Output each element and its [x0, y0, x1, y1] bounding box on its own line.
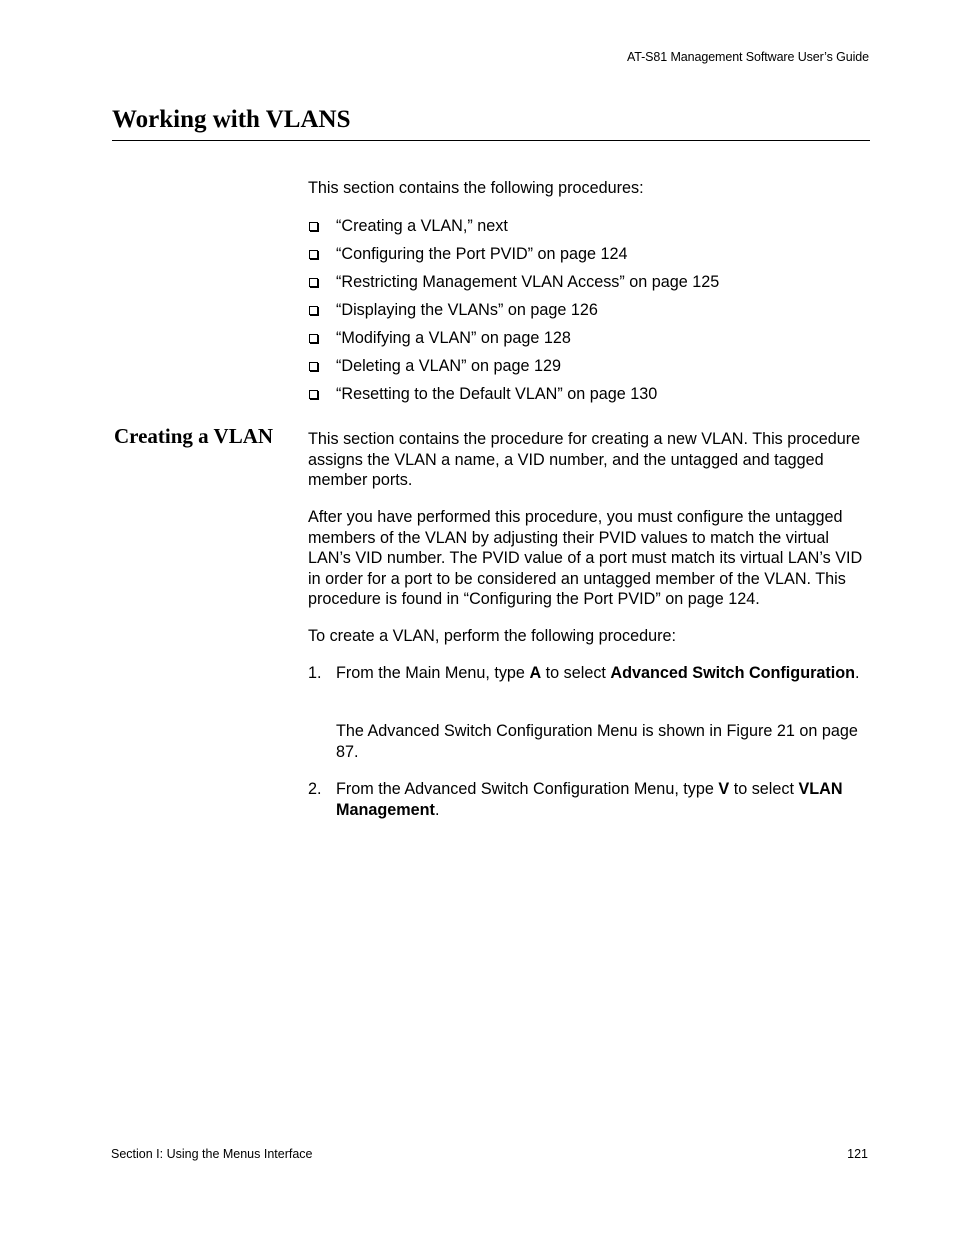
- checkbox-bullet-icon: [309, 390, 318, 399]
- intro-text: [308, 178, 870, 199]
- list-item-label: “Creating a VLAN,” next: [336, 217, 508, 235]
- step-text-segment: to select: [541, 664, 611, 682]
- step-text-segment: From the Main Menu, type: [336, 664, 530, 682]
- section-paragraph-3: To create a VLAN, perform the following procedure:: [308, 627, 677, 645]
- step-text-segment: From the Advanced Switch Configuration Menu, type: [336, 780, 719, 798]
- checkbox-bullet-icon: [309, 334, 318, 343]
- section-paragraph-2: After you have performed this procedure, you must configure the untagged members of the VLAN by adjusting their PVID values to match the virtual LAN’s VID number. The PVID value of a port must match its virtual LAN’s VID in order for a port to be considered an untagged member of the VLAN. This procedure is found in “Configuring the Port PVID” on page 124.: [308, 508, 863, 608]
- menu-key: A: [529, 664, 542, 682]
- list-item[interactable]: [308, 299, 870, 327]
- procedure-list: [308, 215, 870, 411]
- step-text-segment: .: [855, 664, 860, 682]
- list-item-label: “Resetting to the Default VLAN” on page 130: [336, 385, 658, 403]
- checkbox-bullet-icon: [309, 278, 318, 287]
- list-item-label: “Configuring the Port PVID” on page 124: [336, 245, 628, 263]
- checkbox-bullet-icon: [309, 222, 318, 231]
- list-item[interactable]: [308, 271, 870, 299]
- step-text: [336, 779, 870, 820]
- intro-paragraph: This section contains the following procedures:: [308, 179, 644, 197]
- step-text: [336, 663, 870, 684]
- procedure-step: [308, 663, 870, 684]
- step-text-segment: .: [434, 800, 440, 819]
- list-item[interactable]: [308, 355, 870, 383]
- section-heading: Creating a VLAN: [114, 424, 274, 448]
- step-note: The Advanced Switch Configuration Menu is shown in Figure 21 on page 87.: [336, 722, 858, 761]
- list-item[interactable]: [308, 243, 870, 271]
- list-item[interactable]: [308, 327, 870, 355]
- list-item-label: “Modifying a VLAN” on page 128: [336, 329, 571, 347]
- step-number: 1.: [308, 664, 322, 682]
- section-body: [308, 429, 870, 491]
- checkbox-bullet-icon: [309, 250, 318, 259]
- procedure-step: [308, 779, 870, 820]
- menu-key: V: [718, 780, 730, 798]
- list-item-label: “Restricting Management VLAN Access” on page 125: [336, 273, 720, 291]
- step-number: 2.: [308, 780, 322, 798]
- menu-target: VLAN Management: [336, 780, 843, 819]
- menu-target: Advanced Switch Configuration: [610, 664, 856, 682]
- section-paragraph-1: This section contains the procedure for creating a new VLAN. This procedure assigns the VLAN a name, a VID number, and the untagged and tagged member ports.: [308, 430, 861, 489]
- list-item[interactable]: [308, 383, 870, 411]
- page-title: Working with VLANS: [112, 106, 351, 133]
- checkbox-bullet-icon: [309, 362, 318, 371]
- section-body: [308, 507, 870, 610]
- page-number: 121: [847, 1147, 868, 1161]
- footer-section-label: Section I: Using the Menus Interface: [111, 1147, 313, 1161]
- running-header: AT-S81 Management Software User’s Guide: [626, 50, 869, 64]
- step-text-segment: to select: [729, 780, 799, 798]
- list-item-label: “Deleting a VLAN” on page 129: [336, 357, 561, 375]
- section-body: [308, 626, 870, 647]
- list-item-label: “Displaying the VLANs” on page 126: [336, 301, 598, 319]
- title-rule: [112, 140, 870, 141]
- list-item[interactable]: [308, 215, 870, 243]
- checkbox-bullet-icon: [309, 306, 318, 315]
